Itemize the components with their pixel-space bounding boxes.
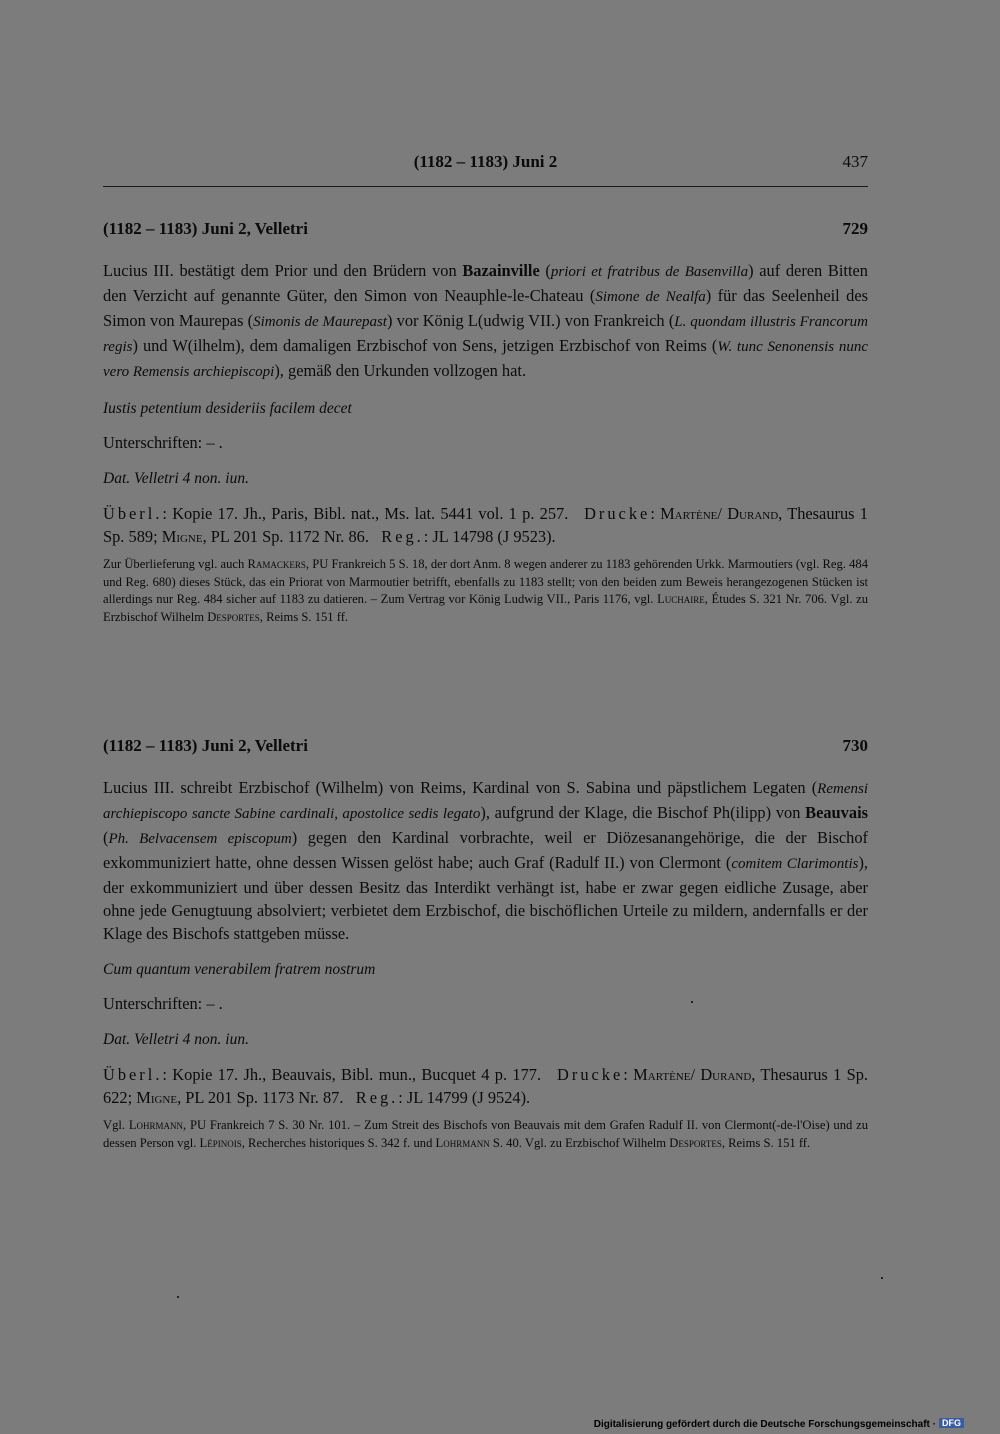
place-name: Beauvais xyxy=(805,803,868,822)
header-rule xyxy=(103,186,868,187)
entry-date-place: (1182 – 1183) Juni 2, Velletri xyxy=(103,219,308,238)
dfg-logo: DFG xyxy=(939,1418,964,1428)
scan-speck xyxy=(177,1296,179,1298)
entry-summary: Lucius III. schreibt Erzbischof (Wilhelm) von Reims, Kardinal von S. Sabina und päpstlichem Legaten (Remensi archiepiscopo sancte Sabine cardinali, apostolice sedis legato), aufgrund der Klage, die Bischof Ph(ilipp) von Beauvais (Ph. Belvacensem episcopum) gegen den Kardinal vorbrachte, weil er Diözesanangehörige, die der Bischof exkommuniziert hatte, ohne dessen Wissen gelöst habe; auch Graf (Radulf II.) von Clermont (comitem Clarimontis), der exkommuniziert und über dessen Besitz das Interdikt verhängt ist, habe er zwar gegen eidliche Zusage, aber ohne jede Genugtuung absolviert; verbietet dem Erzbischof, die bischöflichen Urteile zu mildern, andernfalls er der Klage des Bischofs stattgeben müsse. xyxy=(103,778,869,943)
entry-incipit: Cum quantum venerabilem fratrem nostrum xyxy=(103,961,376,978)
entry-note: Vgl. Lohrmann, PU Frankreich 7 S. 30 Nr. 101. – Zum Streit des Bischofs von Beauvais mit dem Grafen Radulf II. von Clermont(-de-l'Oise) und zu dessen Person vgl. Lépinois, Recherches historiques S. 342 f. und Lohrmann S. 40. Vgl. zu Erzbischof Wilhelm Desportes, Reims S. 151 ff. xyxy=(103,1118,868,1150)
entry-dating: Dat. Velletri 4 non. iun. xyxy=(103,1031,249,1048)
entry-tradition: Überl.: Kopie 17. Jh., Paris, Bibl. nat., Ms. lat. 5441 vol. 1 p. 257. Drucke: Martène/ Durand, Thesaurus 1 Sp. 589; Migne, PL 201 Sp. 1172 Nr. 86. Reg.: JL 14798 (J 9523). xyxy=(103,504,868,546)
running-head-title: (1182 – 1183) Juni 2 xyxy=(413,152,558,171)
running-head xyxy=(103,152,868,176)
regest-entry-730 xyxy=(103,736,868,1152)
place-name: Bazainville xyxy=(462,261,540,280)
page-number: 437 xyxy=(842,152,868,171)
entry-number: 730 xyxy=(842,736,868,755)
entry-heading xyxy=(103,736,868,760)
regest-entry-729 xyxy=(103,219,868,626)
entry-heading xyxy=(103,219,868,243)
entry-tradition: Überl.: Kopie 17. Jh., Beauvais, Bibl. mun., Bucquet 4 p. 177. Drucke: Martène/ Durand, Thesaurus 1 Sp. 622; Migne, PL 201 Sp. 1173 Nr. 87. Reg.: JL 14799 (J 9524). xyxy=(103,1065,869,1107)
scan-speck xyxy=(691,1001,693,1003)
entry-number: 729 xyxy=(842,219,868,238)
entry-dating: Dat. Velletri 4 non. iun. xyxy=(103,470,249,487)
digitization-footer xyxy=(594,1418,964,1432)
entry-date-place: (1182 – 1183) Juni 2, Velletri xyxy=(103,736,308,755)
entry-signatures: Unterschriften: – . xyxy=(103,433,223,452)
entry-incipit: Iustis petentium desideriis facilem decet xyxy=(103,400,352,417)
footer-text: Digitalisierung gefördert durch die Deutsche Forschungsgemeinschaft · xyxy=(593,1419,936,1430)
entry-signatures: Unterschriften: – . xyxy=(103,994,223,1013)
entry-summary: Lucius III. bestätigt dem Prior und den Brüdern von Bazainville (priori et fratribus de Basenvilla) auf deren Bitten den Verzicht auf genannte Güter, den Simon von Neauphle-le-Chateau (Simone de Nealfa) für das Seelenheil des Simon von Maurepas (Simonis de Maurepast) vor König L(udwig VII.) von Frankreich (L. quondam illustris Francorum regis) und W(ilhelm), dem damaligen Erzbischof von Sens, jetzigen Erzbischof von Reims (W. tunc Senonensis nunc vero Remensis archiepiscopi), gemäß den Urkunden vollzogen hat. xyxy=(103,261,869,380)
entry-note: Zur Überlieferung vgl. auch Ramackers, PU Frankreich 5 S. 18, der dort Anm. 8 wegen anderer zu 1183 gehörenden Urkk. Marmoutiers (vgl. Reg. 484 und Reg. 680) dieses Stück, das ein Priorat von Marmoutier betrifft, ebenfalls zu 1183 stellt; von den beiden zum Beweis herangezogenen Stücken ist allerdings nur Reg. 484 sicher auf 1183 zu datieren. – Zum Vertrag vor König Ludwig VII., Paris 1176, vgl. Luchaire, Études S. 321 Nr. 706. Vgl. zu Erzbischof Wilhelm Desportes, Reims S. 151 ff. xyxy=(103,557,868,624)
scan-speck xyxy=(881,1277,883,1279)
